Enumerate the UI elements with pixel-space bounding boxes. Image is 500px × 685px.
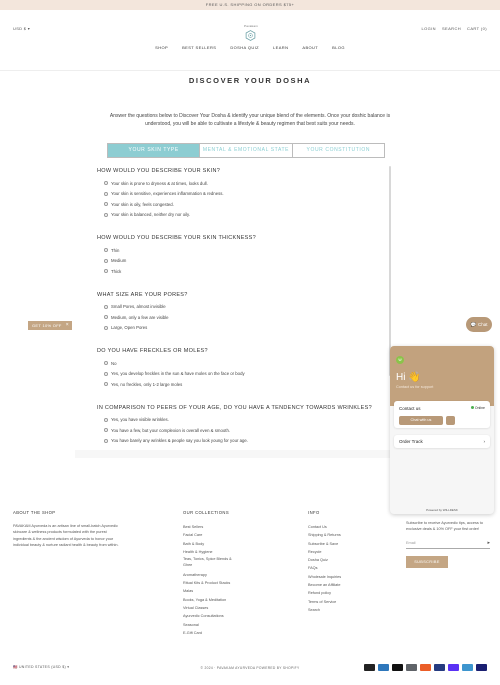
- radio-button[interactable]: [104, 418, 108, 422]
- answer-label: You have a few, but your complexion is overall even & smooth.: [111, 427, 231, 433]
- footer-newsletter: [406, 520, 490, 568]
- answer-label: Your skin is balanced, neither dry nor oily.: [111, 212, 191, 218]
- footer-link[interactable]: Search: [308, 607, 321, 612]
- footer-link[interactable]: Aromatherapy: [183, 572, 207, 577]
- answer-label: No: [111, 360, 117, 366]
- answer-option[interactable]: [93, 245, 393, 256]
- newsletter-email-input[interactable]: [406, 537, 490, 549]
- question-title: DO YOU HAVE FRECKLES OR MOLES?: [97, 348, 208, 354]
- copyright-text: © 2024 · PAVAKAM AYURVEDA POWERED BY SHOPIFY: [200, 666, 300, 670]
- chat-bubble-icon: 💬: [470, 321, 477, 327]
- footer-link[interactable]: Dosha Quiz: [308, 558, 328, 563]
- google-pay-icon: [406, 664, 417, 671]
- currency-selector[interactable]: USD $ ▾: [13, 26, 31, 31]
- email-placeholder: Email: [406, 540, 416, 545]
- instagram-icon[interactable]: [446, 416, 455, 425]
- widget-powered-by: Powered by WILLDESK: [426, 508, 458, 512]
- quiz-panel: [93, 168, 393, 458]
- chat-with-us-button[interactable]: Chat with us: [399, 416, 443, 425]
- footer-link[interactable]: Shipping & Returns: [308, 533, 341, 538]
- answer-label: Yes, you have visible wrinkles.: [111, 417, 169, 423]
- quiz-scrollbar[interactable]: [389, 166, 391, 376]
- answer-label: Thin: [111, 247, 120, 253]
- nav-item-dosha-quiz[interactable]: DOSHA QUIZ: [230, 45, 260, 50]
- answer-label: Yes, you develop freckles in the sun & have moles on the face or body: [111, 371, 245, 377]
- footer-link[interactable]: Best Sellers: [183, 525, 204, 529]
- about-text: PAVAKAM Ayurveda is an artisan line of small-batch Ayurvedic skincare & wellness products formulated with the purest ingredients & the ancient wisdom of Ayurveda to honor your individual beauty & nurture radiant health & beauty from within.: [13, 524, 119, 548]
- arrow-right-icon[interactable]: ▸: [487, 539, 490, 546]
- nav-item-shop[interactable]: SHOP: [155, 45, 169, 50]
- footer-heading: OUR COLLECTIONS: [183, 510, 230, 515]
- answer-label: Thick: [111, 268, 122, 274]
- locale-selector[interactable]: 🇺🇸 UNITED STATES (USD $) ▾: [13, 665, 70, 669]
- contact-label: Contact us: [399, 406, 421, 411]
- venmo-icon: [462, 664, 473, 671]
- footer-link[interactable]: Teas, Tonics, Spice Blends & Ghee: [183, 557, 232, 567]
- chat-launcher-label: Chat: [478, 322, 488, 327]
- answer-label: Yes, no freckles, only 1-2 large moles: [111, 381, 183, 387]
- footer-link[interactable]: Ritual Kits & Product Stacks: [183, 581, 231, 586]
- radio-button[interactable]: [104, 269, 108, 273]
- footer-about: [13, 510, 123, 549]
- radio-button[interactable]: [104, 315, 108, 319]
- footer-link[interactable]: Subscribe & Save: [308, 541, 339, 546]
- footer-link[interactable]: Malas: [183, 589, 194, 594]
- widget-avatar: W: [396, 356, 404, 364]
- answer-option[interactable]: [93, 358, 393, 369]
- login-link[interactable]: LOGIN: [421, 26, 436, 31]
- amex-icon: [378, 664, 389, 671]
- apple-pay-icon: [392, 664, 403, 671]
- answer-option[interactable]: [93, 266, 393, 277]
- announcement-bar: FREE U.S. SHIPPING ON ORDERS $75+: [0, 0, 500, 10]
- logo-mark-icon: [245, 30, 256, 41]
- order-track-card[interactable]: [394, 435, 490, 448]
- footer-heading: INFO: [308, 510, 320, 515]
- footer-heading: ABOUT THE SHOP: [13, 510, 56, 515]
- currency-label: USD $: [13, 26, 27, 31]
- answer-option[interactable]: [93, 379, 393, 390]
- search-link[interactable]: SEARCH: [441, 26, 462, 31]
- answer-label: Large, Open Pores: [111, 325, 148, 331]
- footer-link[interactable]: Bath & Body: [183, 541, 205, 546]
- logo-text: Pavakam: [244, 24, 258, 28]
- paypal-icon: [434, 664, 445, 671]
- widget-greeting: Hi 👋: [396, 372, 421, 383]
- answer-option[interactable]: [93, 415, 393, 426]
- answer-label: Medium: [111, 258, 127, 264]
- answer-option[interactable]: [93, 323, 393, 334]
- question-block: [93, 348, 393, 390]
- chat-widget-header: [390, 346, 494, 406]
- question-block: [93, 168, 393, 220]
- footer-link[interactable]: Virtual Classes: [183, 605, 209, 610]
- radio-button[interactable]: [104, 382, 108, 386]
- footer-link[interactable]: Seasonal: [183, 622, 199, 627]
- flag-icon: 🇺🇸: [13, 665, 18, 669]
- intro-text: Answer the questions below to Discover Your Dosha & identify your unique blend of the elements. Once your doshic balance is understood, you will be able to cultivate a lifestyle & beauty regimen that best suits your needs.: [109, 113, 391, 127]
- contact-card: [394, 401, 490, 428]
- online-status: Online: [471, 406, 485, 410]
- answer-option[interactable]: [93, 436, 393, 447]
- locale-label: UNITED STATES (USD $): [18, 665, 66, 669]
- radio-button[interactable]: [104, 439, 108, 443]
- question-block: [93, 235, 393, 277]
- answer-label: Medium, only a few are visible: [111, 314, 169, 320]
- newsletter-text: Subscribe to receive Ayurvedic tips, access to exclusive deals & 10% OFF your first order!: [406, 521, 483, 532]
- footer-link[interactable]: Contact Us: [308, 525, 327, 529]
- answer-label: You have barely any wrinkles & people say you look young for your age.: [111, 438, 248, 444]
- quiz-tabs: [107, 143, 385, 158]
- promo-tab[interactable]: [28, 321, 72, 330]
- order-track-label: Order Track: [399, 439, 423, 444]
- radio-button[interactable]: [104, 192, 108, 196]
- quiz-bottom-edge: [75, 450, 395, 458]
- nav-item-best-sellers[interactable]: BEST SELLERS: [182, 45, 217, 50]
- visa-icon: [476, 664, 487, 671]
- answer-option[interactable]: [93, 312, 393, 323]
- site-header: [0, 10, 500, 52]
- widget-subtitle: Contact us for support: [396, 385, 434, 389]
- footer-collections: [183, 510, 238, 637]
- radio-button[interactable]: [104, 213, 108, 217]
- answer-label: Your skin is prone to dryness & at times, looks dull.: [111, 180, 208, 186]
- amazon-pay-icon: [364, 664, 375, 671]
- tab-constitution[interactable]: YOUR CONSTITUTION: [306, 147, 371, 153]
- page-title: DISCOVER YOUR DOSHA: [188, 76, 312, 85]
- radio-button[interactable]: [104, 248, 108, 252]
- question-title: WHAT SIZE ARE YOUR PORES?: [97, 291, 188, 298]
- radio-button[interactable]: [104, 428, 108, 432]
- site-logo[interactable]: [244, 24, 257, 46]
- chat-widget: [390, 346, 494, 514]
- answer-option[interactable]: [93, 369, 393, 380]
- tab-mental-emotional[interactable]: MENTAL & EMOTIONAL STATE: [200, 144, 292, 157]
- header-utilities: [422, 26, 487, 31]
- footer-link[interactable]: E-Gift Card: [183, 630, 202, 635]
- chevron-right-icon: ›: [483, 439, 485, 444]
- nav-item-about[interactable]: ABOUT: [302, 45, 319, 50]
- radio-button[interactable]: [104, 361, 108, 365]
- footer-link[interactable]: Health & Hygiene: [183, 549, 213, 554]
- answer-option[interactable]: [93, 210, 393, 221]
- payment-icons: [364, 664, 487, 671]
- footer-link[interactable]: Ayurvedic Consultations: [183, 614, 224, 619]
- answer-label: Small Pores, almost invisible: [111, 304, 166, 310]
- mastercard-icon: [420, 664, 431, 671]
- cart-link[interactable]: CART (0): [467, 26, 487, 31]
- question-title: IN COMPARISON TO PEERS OF YOUR AGE, DO YOU HAVE A TENDENCY TOWARDS WRINKLES?: [97, 404, 372, 411]
- footer-link[interactable]: Recycle: [308, 549, 322, 554]
- question-title: HOW WOULD YOU DESCRIBE YOUR SKIN THICKNESS?: [97, 235, 256, 241]
- footer-link[interactable]: FAQs: [308, 566, 318, 571]
- radio-button[interactable]: [104, 259, 108, 263]
- question-block: [93, 405, 393, 447]
- footer-link[interactable]: Become an Affiliate: [308, 583, 341, 588]
- footer-bottom-bar: [0, 662, 500, 674]
- nav-item-learn[interactable]: LEARN: [273, 45, 289, 50]
- subscribe-button[interactable]: SUBSCRIBE: [406, 556, 448, 568]
- footer-info: [308, 510, 341, 614]
- answer-option[interactable]: [93, 256, 393, 267]
- header-divider: [0, 70, 500, 71]
- main-nav: [0, 45, 500, 50]
- footer-link[interactable]: Wholesale Inquiries: [308, 574, 342, 579]
- answer-label: Your skin is oily, feels congested.: [111, 201, 174, 207]
- answer-option[interactable]: [93, 189, 393, 200]
- nav-item-blog[interactable]: BLOG: [332, 45, 345, 50]
- answer-option[interactable]: [93, 199, 393, 210]
- question-block: [93, 292, 393, 334]
- radio-button[interactable]: [104, 372, 108, 376]
- close-icon[interactable]: ×: [65, 322, 69, 328]
- footer-link[interactable]: Terms of Service: [308, 599, 337, 604]
- footer-link[interactable]: Books, Yoga & Meditation: [183, 597, 227, 602]
- tab-skin-type[interactable]: YOUR SKIN TYPE: [108, 144, 200, 157]
- answer-option[interactable]: [93, 178, 393, 189]
- answer-option[interactable]: [93, 302, 393, 313]
- radio-button[interactable]: [104, 305, 108, 309]
- shop-pay-icon: [448, 664, 459, 671]
- promo-label: GET 10% OFF: [32, 323, 62, 328]
- chat-launcher-button[interactable]: [466, 317, 492, 332]
- answer-label: Your skin is sensitive, experiences inflammation & redness.: [111, 191, 224, 197]
- radio-button[interactable]: [104, 181, 108, 185]
- radio-button[interactable]: [104, 326, 108, 330]
- question-title: HOW WOULD YOU DESCRIBE YOUR SKIN?: [97, 168, 221, 174]
- footer-link[interactable]: Refund policy: [308, 591, 332, 596]
- answer-option[interactable]: [93, 425, 393, 436]
- footer-link[interactable]: Facial Care: [183, 533, 203, 538]
- radio-button[interactable]: [104, 202, 108, 206]
